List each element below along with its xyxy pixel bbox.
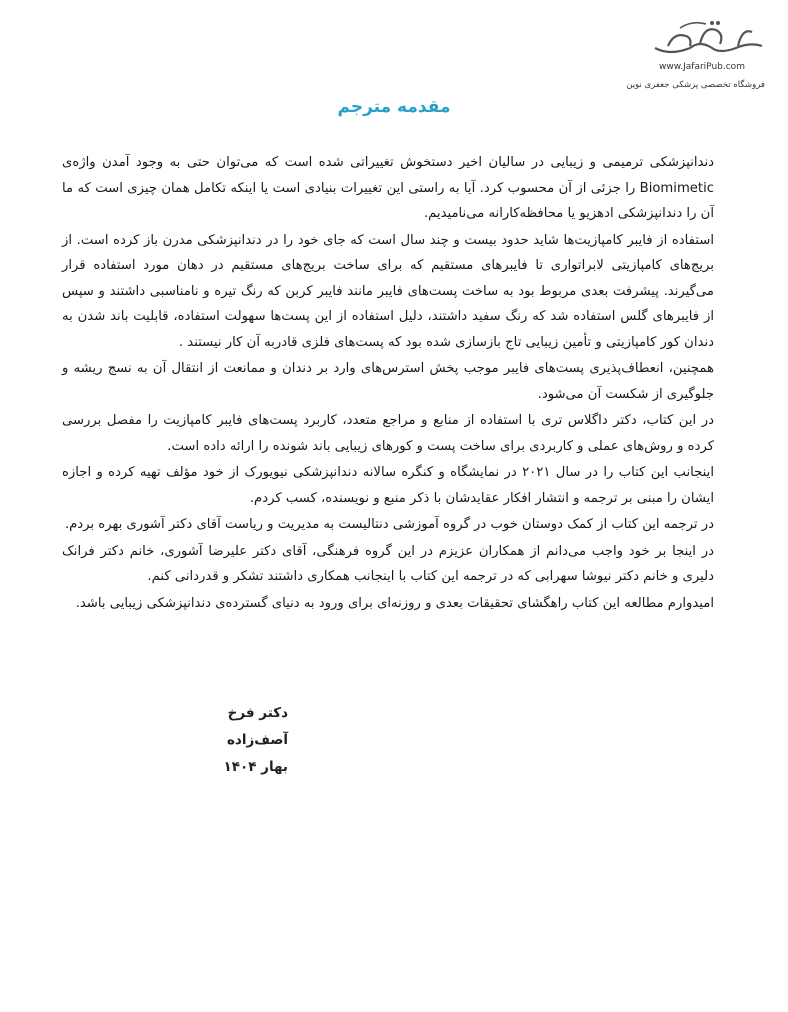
paragraph: همچنین، انعطاف‌پذیری پست‌های فایبر موجب پخش استرس‌های وارد بر دندان و ممانعت از انتقال آن به نسج ریشه و جلوگیری از شکست آن می‌شود.: [62, 361, 714, 402]
paragraph: دندانپزشکی ترمیمی و زیبایی در سالیان اخیر دستخوش تغییراتی شده است که می‌توان حتی به وجود آمدن واژه‌ی Biomimetic را جزئی از آن محسوب کرد. آیا به راستی این تغییرات بنیادی است یا اینکه تکامل همان چیزی است که ما آن را دندانپزشکی ادهزیو یا محافظه‌کارانه می‌نامیدیم.: [62, 155, 714, 221]
page-title: مقدمه مترجم: [337, 97, 451, 117]
paragraph: اینجانب این کتاب را در سال ۲۰۲۱ در نمایشگاه و کنگره سالانه دندانپزشکی نیویورک از خود مؤلف تهیه کرده و اجازه ایشان را مبنی بر ترجمه و انتشار افکار عقایدشان با ذکر منبع و نویسنده، کسب کردم.: [62, 465, 714, 506]
logo-url: www.JafariPub.com: [659, 62, 745, 72]
paragraph: استفاده از فایبر کامپازیت‌ها شاید حدود بیست و چند سال است که جای خود را در دندانپزشکی مدرن باز کرده است. از بریج‌های کامپازیتی لابراتواری تا فایبرهای مستقیم که برای ساخت بریج‌های مستقیم در دهان مورد استفاده قرار می‌گیرند. پیشرفت بعدی مربوط بود به ساخت پست‌های فایبر مانند فایبر کربن که رنگ تیره و نامناسبی داشتند و سپس از فایبرهای گلس استفاده شد که رنگ سفید داشتند، دلیل استفاده از این پست‌ها سهولت استفاده، قابلیت باند شدن به دندان کور کامپازیتی و تأمین زیبایی تاج بازسازی شده بود که پست‌های فلزی قادربه آن کار نیستند .: [62, 232, 714, 350]
paragraph: در این کتاب، دکتر داگلاس تری با استفاده از منابع و مراجع متعدد، کاربرد پست‌های فایبر کامپازیت را مفصل بررسی کرده و روش‌های عملی و کاربردی برای ساخت پست و کورهای زیبایی باند شونده را ارائه داده است.: [62, 413, 714, 454]
logo-tagline: فروشگاه تخصصی پزشکی جعفری نوین: [626, 80, 765, 90]
signature-name: دکتر فرخ آصف‌زاده: [226, 705, 288, 748]
body-text: [62, 150, 714, 617]
paragraph: امیدوارم مطالعه این کتاب راهگشای تحقیقات بعدی و روزنه‌ای برای ورود به دنیای گسترده‌ی دندانپزشکی زیبایی باشد.: [75, 595, 714, 611]
paragraph: در اینجا بر خود واجب می‌دانم از همکاران عزیزم در این گروه فرهنگی، آقای دکتر علیرضا آشوری، خانم دکتر فرانک دلیری و خانم دکتر نیوشا سهرابی که در ترجمه این کتاب با اینجانب همکاری داشتند تشکر و قدردانی کنم.: [62, 543, 714, 584]
signature-block: [168, 700, 288, 781]
jafari-logo-icon: [640, 18, 770, 62]
paragraph: در ترجمه این کتاب از کمک دوستان خوب در گروه آموزشی دنتالیست به مدیریت و ریاست آقای دکتر آشوری بهره بردم.: [64, 517, 714, 532]
signature-date: بهار ۱۴۰۴: [223, 759, 288, 775]
